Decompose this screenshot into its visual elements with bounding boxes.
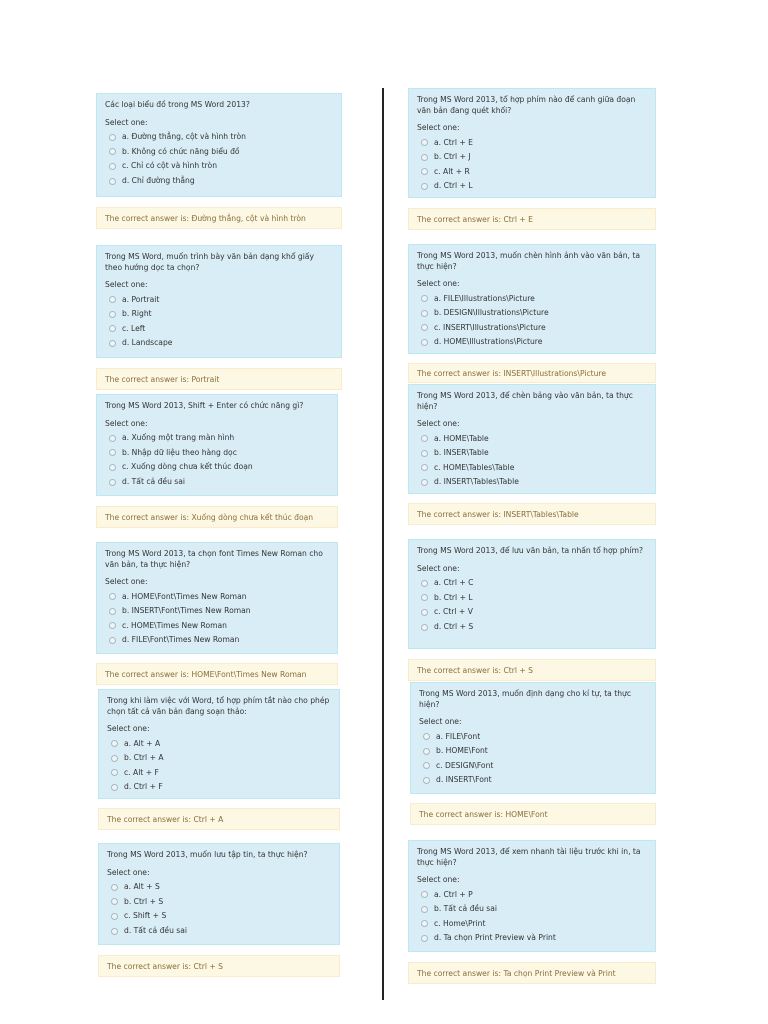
option-label: b. INSER\Table bbox=[434, 448, 489, 458]
answer-prefix: The correct answer is: bbox=[105, 374, 190, 384]
correct-answer-box bbox=[96, 663, 338, 685]
radio-icon[interactable] bbox=[109, 296, 116, 303]
option-label: d. Landscape bbox=[122, 338, 173, 348]
radio-icon[interactable] bbox=[111, 784, 118, 791]
radio-icon[interactable] bbox=[421, 891, 428, 898]
option-a[interactable] bbox=[105, 431, 329, 446]
option-label: b. DESIGN\Illustrations\Picture bbox=[434, 308, 549, 318]
option-d[interactable] bbox=[105, 633, 329, 648]
option-c[interactable] bbox=[417, 605, 647, 620]
option-d[interactable] bbox=[107, 780, 331, 795]
option-label: c. Ctrl + V bbox=[434, 607, 473, 617]
option-label: a. HOME\Font\Times New Roman bbox=[122, 591, 247, 601]
correct-answer-box bbox=[98, 808, 340, 830]
option-d[interactable] bbox=[105, 336, 333, 351]
radio-icon[interactable] bbox=[421, 920, 428, 927]
answer-prefix: The correct answer is: bbox=[419, 809, 504, 819]
radio-icon[interactable] bbox=[421, 324, 428, 331]
option-a[interactable] bbox=[105, 590, 329, 605]
answer-value: Ctrl + S bbox=[503, 665, 533, 675]
answer-value: HOME\Font bbox=[505, 809, 548, 819]
option-label: b. HOME\Font bbox=[436, 746, 488, 756]
radio-icon[interactable] bbox=[109, 340, 116, 347]
option-b[interactable] bbox=[107, 895, 331, 910]
radio-icon[interactable] bbox=[109, 593, 116, 600]
answer-value: Đường thẳng, cột và hình tròn bbox=[191, 213, 306, 223]
correct-answer-box bbox=[408, 962, 656, 984]
question-card bbox=[408, 88, 656, 198]
radio-icon[interactable] bbox=[109, 178, 116, 185]
radio-icon[interactable] bbox=[109, 464, 116, 471]
option-label: a. Đường thẳng, cột và hình tròn bbox=[122, 132, 246, 142]
answer-prefix: The correct answer is: bbox=[107, 961, 192, 971]
select-one-label: Select one: bbox=[419, 717, 462, 726]
option-label: d. FILE\Font\Times New Roman bbox=[122, 635, 240, 645]
radio-icon[interactable] bbox=[421, 139, 428, 146]
option-label: c. Xuống dòng chưa kết thúc đoạn bbox=[122, 462, 253, 472]
answer-value: Ta chọn Print Preview và Print bbox=[503, 968, 616, 978]
option-c[interactable] bbox=[107, 909, 331, 924]
radio-icon[interactable] bbox=[109, 622, 116, 629]
option-b[interactable] bbox=[105, 446, 329, 461]
question-card bbox=[408, 244, 656, 354]
question-text: Trong khi làm việc với Word, tổ hợp phím tắt nào cho phép chọn tất cả văn bản đang soạn thảo: bbox=[107, 696, 330, 716]
select-one-label: Select one: bbox=[107, 724, 150, 733]
option-c[interactable] bbox=[417, 321, 647, 336]
question-text: Trong MS Word 2013, ta chọn font Times New Roman cho văn bản, ta thực hiện? bbox=[105, 549, 323, 569]
option-label: a. Portrait bbox=[122, 294, 160, 304]
radio-icon[interactable] bbox=[421, 339, 428, 346]
option-a[interactable] bbox=[419, 730, 647, 745]
option-label: c. Shift + S bbox=[124, 911, 167, 921]
radio-icon[interactable] bbox=[421, 906, 428, 913]
option-label: a. FILE\Font bbox=[436, 731, 481, 741]
radio-icon[interactable] bbox=[423, 748, 430, 755]
option-label: a. Ctrl + C bbox=[434, 578, 474, 588]
question-text: Trong MS Word 2013, muốn định dạng cho kí tự, ta thực hiện? bbox=[419, 689, 632, 709]
option-b[interactable] bbox=[417, 150, 647, 165]
radio-icon[interactable] bbox=[111, 884, 118, 891]
answer-prefix: The correct answer is: bbox=[105, 213, 190, 223]
radio-icon[interactable] bbox=[421, 450, 428, 457]
option-c[interactable] bbox=[105, 619, 329, 634]
answer-prefix: The correct answer is: bbox=[105, 512, 190, 522]
radio-icon[interactable] bbox=[109, 311, 116, 318]
option-label: c. Alt + R bbox=[434, 166, 470, 176]
radio-icon[interactable] bbox=[111, 898, 118, 905]
option-a[interactable] bbox=[417, 136, 647, 151]
option-a[interactable] bbox=[417, 432, 647, 447]
option-c[interactable] bbox=[105, 322, 333, 337]
radio-icon[interactable] bbox=[421, 464, 428, 471]
answer-prefix: The correct answer is: bbox=[417, 368, 502, 378]
radio-icon[interactable] bbox=[109, 608, 116, 615]
radio-icon[interactable] bbox=[421, 935, 428, 942]
radio-icon[interactable] bbox=[421, 479, 428, 486]
radio-icon[interactable] bbox=[421, 435, 428, 442]
option-d[interactable] bbox=[105, 174, 333, 189]
radio-icon[interactable] bbox=[111, 913, 118, 920]
option-b[interactable] bbox=[107, 751, 331, 766]
option-d[interactable] bbox=[107, 924, 331, 939]
correct-answer-box bbox=[408, 659, 656, 681]
option-label: c. Alt + F bbox=[124, 767, 159, 777]
answer-value: HOME\Font\Times New Roman bbox=[191, 669, 307, 679]
option-label: d. HOME\Illustrations\Picture bbox=[434, 337, 543, 347]
correct-answer-box bbox=[410, 803, 656, 825]
select-one-label: Select one: bbox=[105, 280, 148, 289]
radio-icon[interactable] bbox=[111, 740, 118, 747]
option-label: b. Ctrl + S bbox=[124, 896, 164, 906]
question-card bbox=[96, 245, 342, 358]
option-d[interactable] bbox=[417, 620, 647, 635]
radio-icon[interactable] bbox=[421, 594, 428, 601]
select-one-label: Select one: bbox=[417, 875, 460, 884]
option-label: c. HOME\Tables\Table bbox=[434, 462, 515, 472]
radio-icon[interactable] bbox=[423, 777, 430, 784]
select-one-label: Select one: bbox=[107, 867, 150, 877]
radio-icon[interactable] bbox=[421, 580, 428, 587]
select-one-label: Select one: bbox=[105, 577, 148, 586]
question-text: Các loại biểu đồ trong MS Word 2013? bbox=[105, 100, 250, 109]
option-a[interactable] bbox=[417, 292, 647, 307]
correct-answer-box bbox=[408, 503, 656, 525]
option-label: a. Ctrl + E bbox=[434, 137, 473, 147]
question-card bbox=[96, 394, 338, 496]
option-label: d. Tất cả đều sai bbox=[124, 925, 188, 935]
option-c[interactable] bbox=[417, 461, 647, 476]
radio-icon[interactable] bbox=[109, 325, 116, 332]
answer-prefix: The correct answer is: bbox=[417, 968, 502, 978]
option-b[interactable] bbox=[417, 591, 647, 606]
question-card bbox=[408, 840, 656, 952]
select-one-label: Select one: bbox=[105, 418, 148, 428]
option-label: c. Chỉ có cột và hình tròn bbox=[122, 161, 218, 171]
option-a[interactable] bbox=[417, 888, 647, 903]
answer-value: Ctrl + E bbox=[503, 214, 533, 224]
question-text: Trong MS Word 2013, để xem nhanh tài liệu trước khi in, ta thực hiện? bbox=[417, 847, 641, 867]
correct-answer-box bbox=[98, 955, 340, 977]
option-a[interactable] bbox=[105, 293, 333, 308]
answer-prefix: The correct answer is: bbox=[417, 214, 502, 224]
option-b[interactable] bbox=[105, 604, 329, 619]
option-label: a. Alt + A bbox=[124, 738, 161, 748]
question-text: Trong MS Word 2013, để lưu văn bản, ta nhấn tổ hợp phím? bbox=[417, 546, 644, 555]
option-c[interactable] bbox=[417, 917, 647, 932]
radio-icon[interactable] bbox=[111, 769, 118, 776]
radio-icon[interactable] bbox=[109, 163, 116, 170]
option-label: b. Right bbox=[122, 309, 152, 319]
option-label: c. Home\Print bbox=[434, 918, 486, 928]
correct-answer-box bbox=[96, 506, 338, 528]
option-label: a. Xuống một trang màn hình bbox=[122, 433, 235, 443]
select-one-label: Select one: bbox=[417, 419, 460, 428]
correct-answer-box bbox=[408, 208, 656, 230]
radio-icon[interactable] bbox=[109, 637, 116, 644]
option-d[interactable] bbox=[105, 475, 329, 490]
question-card bbox=[96, 93, 342, 197]
question-card bbox=[96, 542, 338, 654]
radio-icon[interactable] bbox=[421, 624, 428, 631]
option-b[interactable] bbox=[417, 446, 647, 461]
question-text: Trong MS Word 2013, tổ hợp phím nào để canh giữa đoạn văn bản đang quét khối? bbox=[417, 95, 636, 115]
option-c[interactable] bbox=[105, 460, 329, 475]
correct-answer-box bbox=[96, 368, 342, 390]
option-label: b. Không có chức năng biểu đồ bbox=[122, 146, 240, 156]
option-d[interactable] bbox=[417, 179, 647, 194]
option-c[interactable] bbox=[417, 165, 647, 180]
radio-icon[interactable] bbox=[421, 154, 428, 161]
question-card bbox=[98, 843, 340, 945]
option-d[interactable] bbox=[417, 475, 647, 490]
option-label: b. Ctrl + J bbox=[434, 152, 471, 162]
answer-prefix: The correct answer is: bbox=[107, 814, 192, 824]
question-card bbox=[408, 384, 656, 494]
answer-value: Ctrl + A bbox=[193, 814, 224, 824]
option-b[interactable] bbox=[419, 744, 647, 759]
option-d[interactable] bbox=[419, 773, 647, 788]
option-d[interactable] bbox=[417, 931, 647, 946]
radio-icon[interactable] bbox=[421, 183, 428, 190]
question-text: Trong MS Word, muốn trình bày văn bản dạng khổ giấy theo hướng dọc ta chọn? bbox=[105, 252, 314, 272]
radio-icon[interactable] bbox=[109, 134, 116, 141]
option-label: c. INSERT\Illustrations\Picture bbox=[434, 322, 546, 332]
option-label: b. Ctrl + L bbox=[434, 592, 473, 602]
radio-icon[interactable] bbox=[421, 295, 428, 302]
answer-value: Portrait bbox=[191, 374, 220, 384]
correct-answer-box bbox=[408, 363, 656, 383]
question-card bbox=[408, 539, 656, 649]
option-c[interactable] bbox=[105, 159, 333, 174]
select-one-label: Select one: bbox=[417, 279, 460, 288]
select-one-label: Select one: bbox=[105, 117, 148, 127]
option-label: d. Ctrl + S bbox=[434, 621, 474, 631]
option-label: b. INSERT\Font\Times New Roman bbox=[122, 606, 251, 616]
answer-prefix: The correct answer is: bbox=[417, 665, 502, 675]
answer-value: Xuống dòng chưa kết thúc đoạn bbox=[191, 512, 314, 522]
answer-prefix: The correct answer is: bbox=[417, 509, 502, 519]
select-one-label: Select one: bbox=[417, 563, 460, 573]
column-divider bbox=[382, 88, 384, 1000]
option-label: c. DESIGN\Font bbox=[436, 760, 494, 770]
question-text: Trong MS Word 2013, Shift + Enter có chức năng gì? bbox=[105, 401, 304, 410]
answer-value: INSERT\Tables\Table bbox=[503, 509, 579, 519]
option-label: b. Tất cả đều sai bbox=[434, 904, 498, 914]
select-one-label: Select one: bbox=[417, 123, 460, 132]
option-c[interactable] bbox=[107, 766, 331, 781]
option-a[interactable] bbox=[107, 880, 331, 895]
option-label: b. Nhập dữ liệu theo hàng dọc bbox=[122, 447, 237, 457]
radio-icon[interactable] bbox=[109, 435, 116, 442]
question-card bbox=[410, 682, 656, 794]
question-text: Trong MS Word 2013, để chèn bảng vào văn bản, ta thực hiện? bbox=[417, 391, 633, 411]
option-label: c. Left bbox=[122, 323, 146, 333]
question-text: Trong MS Word 2013, muốn chèn hình ảnh vào văn bản, ta thực hiện? bbox=[417, 251, 640, 271]
radio-icon[interactable] bbox=[421, 168, 428, 175]
radio-icon[interactable] bbox=[109, 479, 116, 486]
answer-value: Ctrl + S bbox=[193, 961, 223, 971]
radio-icon[interactable] bbox=[111, 928, 118, 935]
radio-icon[interactable] bbox=[421, 310, 428, 317]
correct-answer-box bbox=[96, 207, 342, 229]
option-a[interactable] bbox=[417, 576, 647, 591]
question-text: Trong MS Word 2013, muốn lưu tập tin, ta thực hiện? bbox=[107, 850, 308, 859]
option-label: d. Tất cả đều sai bbox=[122, 476, 186, 486]
radio-icon[interactable] bbox=[421, 609, 428, 616]
option-label: d. INSERT\Font bbox=[436, 775, 492, 785]
option-label: d. Ctrl + F bbox=[124, 782, 163, 792]
answer-prefix: The correct answer is: bbox=[105, 669, 190, 679]
option-b[interactable] bbox=[105, 145, 333, 160]
option-a[interactable] bbox=[105, 130, 333, 145]
option-label: d. Chỉ đường thẳng bbox=[122, 175, 195, 185]
option-label: c. HOME\Times New Roman bbox=[122, 620, 227, 630]
option-c[interactable] bbox=[419, 759, 647, 774]
answer-value: INSERT\Illustrations\Picture bbox=[503, 368, 607, 378]
option-label: d. INSERT\Tables\Table bbox=[434, 477, 519, 487]
option-d[interactable] bbox=[417, 335, 647, 350]
option-b[interactable] bbox=[417, 306, 647, 321]
radio-icon[interactable] bbox=[423, 733, 430, 740]
question-card bbox=[98, 689, 340, 799]
option-label: d. Ctrl + L bbox=[434, 181, 473, 191]
option-label: a. HOME\Table bbox=[434, 433, 489, 443]
option-label: b. Ctrl + A bbox=[124, 753, 164, 763]
option-b[interactable] bbox=[105, 307, 333, 322]
option-label: a. Ctrl + P bbox=[434, 889, 473, 899]
option-label: a. FILE\Illustrations\Picture bbox=[434, 293, 535, 303]
option-a[interactable] bbox=[107, 737, 331, 752]
option-b[interactable] bbox=[417, 902, 647, 917]
option-label: a. Alt + S bbox=[124, 882, 160, 892]
option-label: d. Ta chọn Print Preview và Print bbox=[434, 933, 556, 943]
radio-icon[interactable] bbox=[109, 148, 116, 155]
radio-icon[interactable] bbox=[111, 755, 118, 762]
radio-icon[interactable] bbox=[423, 762, 430, 769]
radio-icon[interactable] bbox=[109, 449, 116, 456]
